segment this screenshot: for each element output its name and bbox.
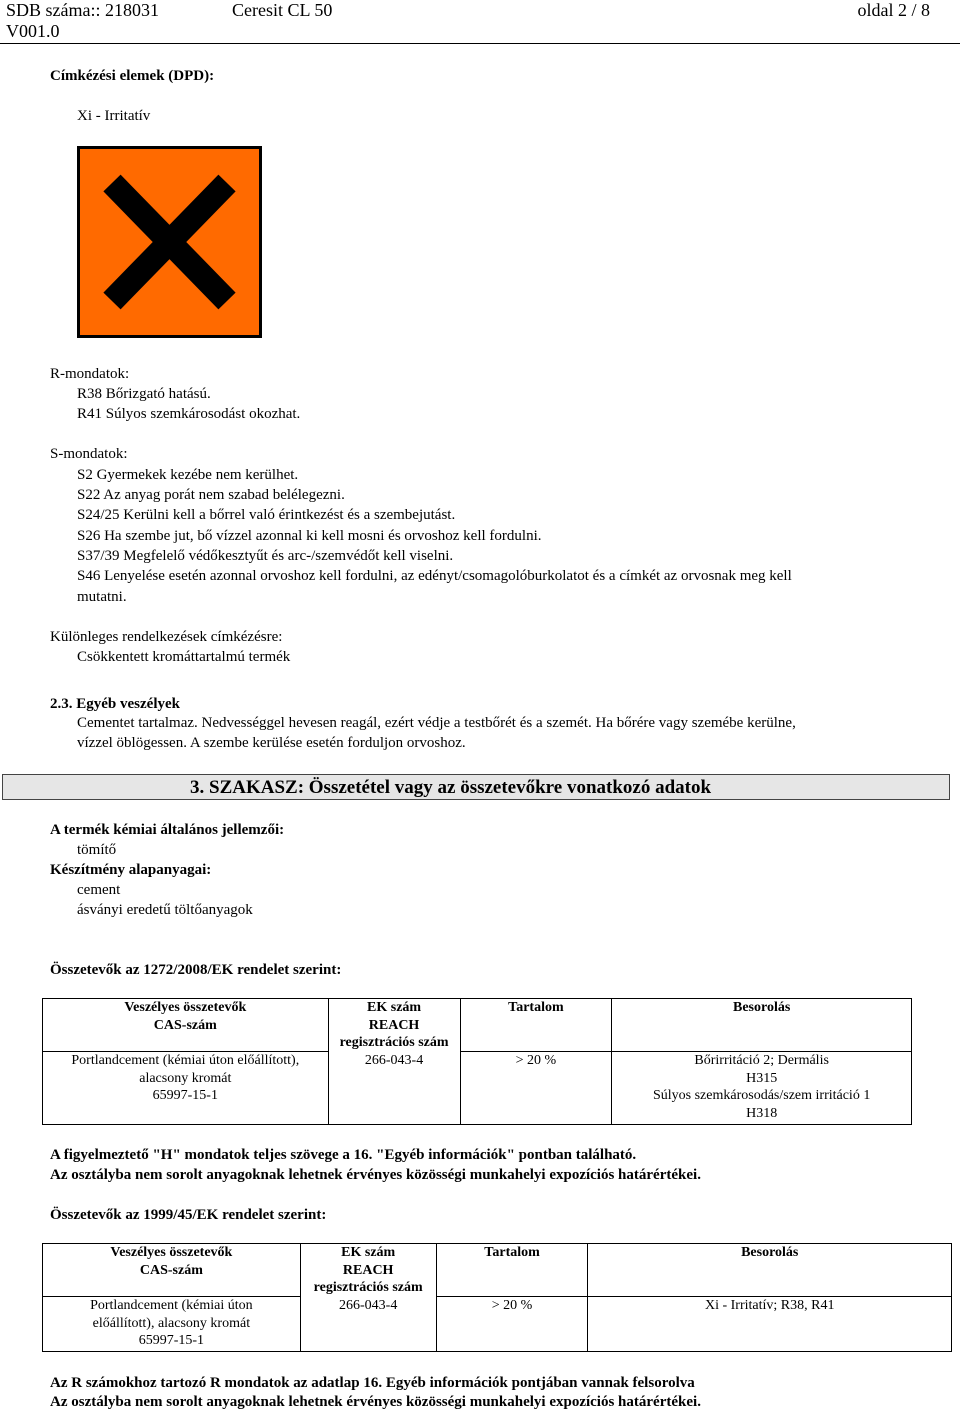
page-number: oldal 2 / 8 <box>857 0 930 20</box>
s-phrase: mutatni. <box>77 589 127 605</box>
col-header-classification: Besorolás <box>612 999 912 1052</box>
col-header-component: Veszélyes összetevők CAS-szám <box>43 999 329 1052</box>
cell-ek: 266-043-4 <box>328 1052 460 1125</box>
page-header <box>0 0 960 44</box>
cell-component: Portlandcement (kémiai úton előállított), alacsony kromát 65997-15-1 <box>43 1052 329 1125</box>
cell-component: Portlandcement (kémiai úton előállított), alacsony kromát 65997-15-1 <box>43 1297 301 1352</box>
col-header-ek: EK szám REACH regisztrációs szám <box>300 1244 436 1297</box>
r-phrases-note: Az R számokhoz tartozó R mondatok az adatlap 16. Egyéb információk pontjában vannak felsorolva <box>50 1375 695 1391</box>
table-row <box>43 1297 952 1352</box>
cell-classification: Xi - Irritatív; R38, R41 <box>588 1297 952 1352</box>
labeling-title: Címkézési elemek (DPD): <box>50 68 215 84</box>
version: V001.0 <box>6 21 60 41</box>
r-phrases-title: R-mondatok: <box>50 366 130 382</box>
components-table-1999 <box>42 1243 952 1352</box>
table-header-row <box>43 999 912 1052</box>
s-phrase: S24/25 Kerülni kell a bőrrel való érintkezést és a szembejutást. <box>77 507 456 523</box>
h-phrases-note: A figyelmeztető "H" mondatok teljes szövege a 16. "Egyéb információk" pontban található. <box>50 1147 637 1163</box>
r-phrase: R41 Súlyos szemkárosodást okozhat. <box>77 406 301 422</box>
other-hazards-text: vízzel öblögessen. A szembe kerülése esetén forduljon orvoshoz. <box>77 735 466 751</box>
col-header-ek: EK szám REACH regisztrációs szám <box>328 999 460 1052</box>
col-header-content: Tartalom <box>460 999 612 1052</box>
section-3-title: 3. SZAKASZ: Összetétel vagy az összetevőkre vonatkozó adatok <box>190 777 712 798</box>
sdb-number: SDB száma:: 218031 <box>6 0 159 20</box>
base-value: cement <box>77 882 121 898</box>
other-hazards-title: 2.3. Egyéb veszélyek <box>50 696 180 712</box>
r-phrase: R38 Bőrizgató hatású. <box>77 386 211 402</box>
components-table-1272 <box>42 998 912 1125</box>
s-phrase: S37/39 Megfelelő védőkesztyűt és arc-/szemvédőt kell viselni. <box>77 548 454 564</box>
col-header-classification: Besorolás <box>588 1244 952 1297</box>
col-header-component: Veszélyes összetevők CAS-szám <box>43 1244 301 1297</box>
col-header-content: Tartalom <box>436 1244 588 1297</box>
product-name: Ceresit CL 50 <box>232 0 333 20</box>
chem-title: A termék kémiai általános jellemzői: <box>50 822 285 838</box>
s-phrases-title: S-mondatok: <box>50 446 128 462</box>
cell-content: > 20 % <box>460 1052 612 1125</box>
cell-classification: Bőrirritáció 2; Dermális H315 Súlyos szemkárosodás/szem irritáció 1 H318 <box>612 1052 912 1125</box>
exposure-note-2: Az osztályba nem sorolt anyagoknak lehetnek érvényes közösségi munkahelyi expozíciós határértékei. <box>50 1394 701 1410</box>
base-title: Készítmény alapanyagai: <box>50 862 212 878</box>
s-phrase: S46 Lenyelése esetén azonnal orvoshoz kell fordulni, az edényt/csomagolóburkolatot és a címkét az orvosnak meg kell <box>77 568 792 584</box>
table2-title: Összetevők az 1999/45/EK rendelet szerint: <box>50 1207 327 1223</box>
other-hazards-text: Cementet tartalmaz. Nedvességgel hevesen reagál, ezért védje a testbőrét és a szemét. Ha bőrére vagy szemébe kerülne, <box>77 715 796 731</box>
chem-value: tömítő <box>77 842 117 858</box>
s-phrase: S26 Ha szembe jut, bő vízzel azonnal ki kell mosni és orvoshoz kell fordulni. <box>77 528 542 544</box>
cell-ek: 266-043-4 <box>300 1297 436 1352</box>
section-3-heading <box>2 774 950 800</box>
table-row <box>43 1052 912 1125</box>
s-phrase: S22 Az anyag porát nem szabad belélegezni. <box>77 487 345 503</box>
special-value: Csökkentett kromáttartalmú termék <box>77 649 291 665</box>
base-value: ásványi eredetű töltőanyagok <box>77 902 253 918</box>
table-header-row <box>43 1244 952 1297</box>
symbol-label: Xi - Irritatív <box>77 108 151 124</box>
cell-content: > 20 % <box>436 1297 588 1352</box>
table1-title: Összetevők az 1272/2008/EK rendelet szerint: <box>50 962 342 978</box>
irritant-x-icon <box>80 149 259 335</box>
special-title: Különleges rendelkezések címkézésre: <box>50 629 283 645</box>
exposure-note: Az osztályba nem sorolt anyagoknak lehetnek érvényes közösségi munkahelyi expozíciós határértékei. <box>50 1167 701 1183</box>
hazard-symbol <box>77 146 262 338</box>
s-phrase: S2 Gyermekek kezébe nem kerülhet. <box>77 467 299 483</box>
